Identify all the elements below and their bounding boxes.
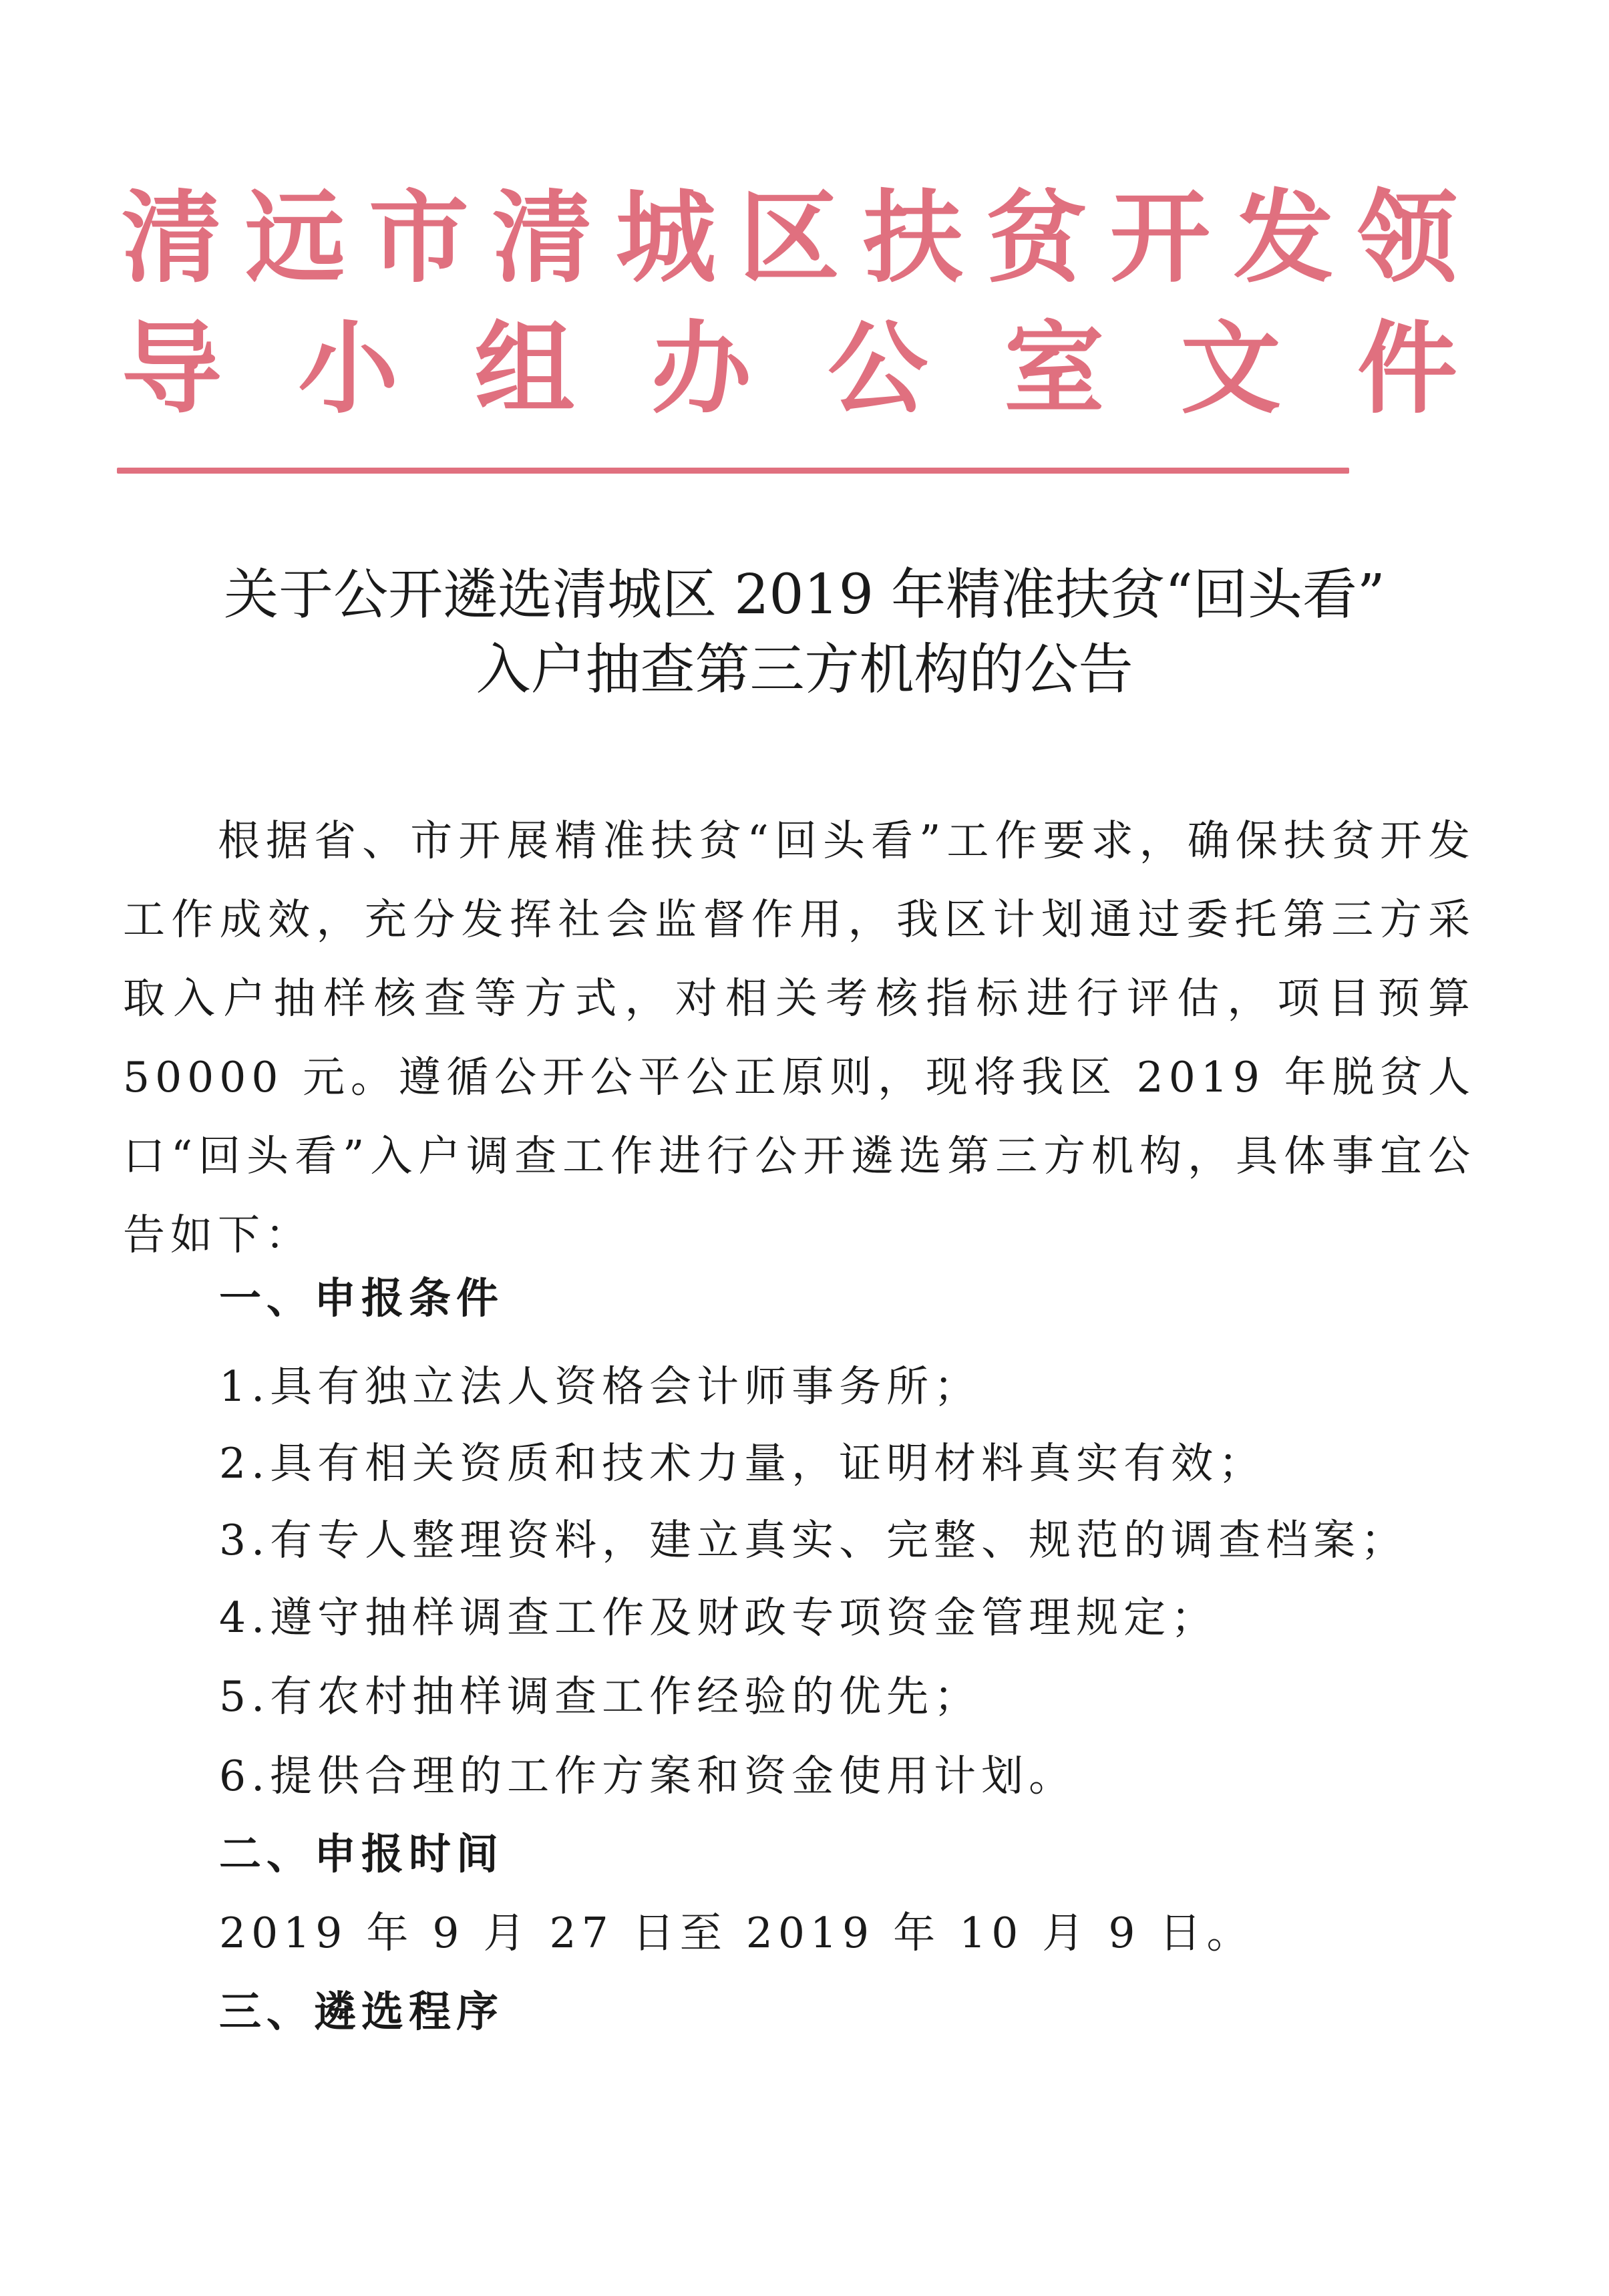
masthead-char: 发 xyxy=(1233,180,1334,297)
application-period: 2019 年 9 月 27 日至 2019 年 10 月 9 日。 xyxy=(219,1909,1254,1957)
masthead-char: 贫 xyxy=(986,180,1087,297)
masthead-char: 室 xyxy=(1004,311,1105,428)
masthead-char: 城 xyxy=(615,180,716,297)
masthead-char: 开 xyxy=(1109,180,1210,297)
condition-item: 5.有农村抽样调查工作经验的优先； xyxy=(219,1672,982,1721)
condition-item: 2.具有相关资质和技术力量，证明材料真实有效； xyxy=(219,1439,1266,1488)
masthead-char: 组 xyxy=(474,311,575,428)
condition-item: 4.遵守抽样调查工作及财政专项资金管理规定； xyxy=(219,1593,1219,1642)
masthead-char: 领 xyxy=(1357,180,1457,297)
masthead-char: 导 xyxy=(122,311,222,428)
document-title-line-1: 关于公开遴选清城区 2019 年精准扶贫“回头看” xyxy=(224,563,1385,627)
masthead-char: 清 xyxy=(492,180,592,297)
condition-item: 6.提供合理的工作方案和资金使用计划。 xyxy=(219,1752,1077,1800)
intro-paragraph: 根据省、市开展精准扶贫“回头看”工作要求，确保扶贫开发工作成效，充分发挥社会监督作用，我区计划通过委托第三方采取入户抽样核查等方式，对相关考核指标进行评估，项目预算 50000 元。遵循公开公平公正原则，现将我区 2019 年脱贫人口“回头看”入户调查工作进行公开遴选第三方机构，具体事宜公告如下： xyxy=(123,816,1475,1259)
document-title-line-2: 入户抽查第三方机构的公告 xyxy=(476,638,1133,701)
masthead-line-1 xyxy=(122,182,1457,295)
masthead-char: 远 xyxy=(244,180,345,297)
section-heading-conditions: 一、申报条件 xyxy=(219,1274,504,1323)
masthead-char: 清 xyxy=(122,180,222,297)
masthead-line-2 xyxy=(122,313,1457,426)
masthead-char: 扶 xyxy=(862,180,963,297)
section-heading-time: 二、申报时间 xyxy=(219,1830,504,1878)
condition-item: 1.具有独立法人资格会计师事务所； xyxy=(219,1362,982,1411)
masthead-char: 公 xyxy=(828,311,928,428)
section-heading-procedure: 三、遴选程序 xyxy=(219,1987,504,2036)
condition-item: 3.有专人整理资料，建立真实、完整、规范的调查档案； xyxy=(219,1516,1409,1565)
masthead-char: 市 xyxy=(368,180,469,297)
masthead-char: 办 xyxy=(651,311,751,428)
masthead-char: 区 xyxy=(739,180,840,297)
red-divider-rule xyxy=(117,468,1349,474)
masthead-char: 件 xyxy=(1357,311,1457,428)
masthead-char: 小 xyxy=(298,311,399,428)
masthead-char: 文 xyxy=(1180,311,1281,428)
